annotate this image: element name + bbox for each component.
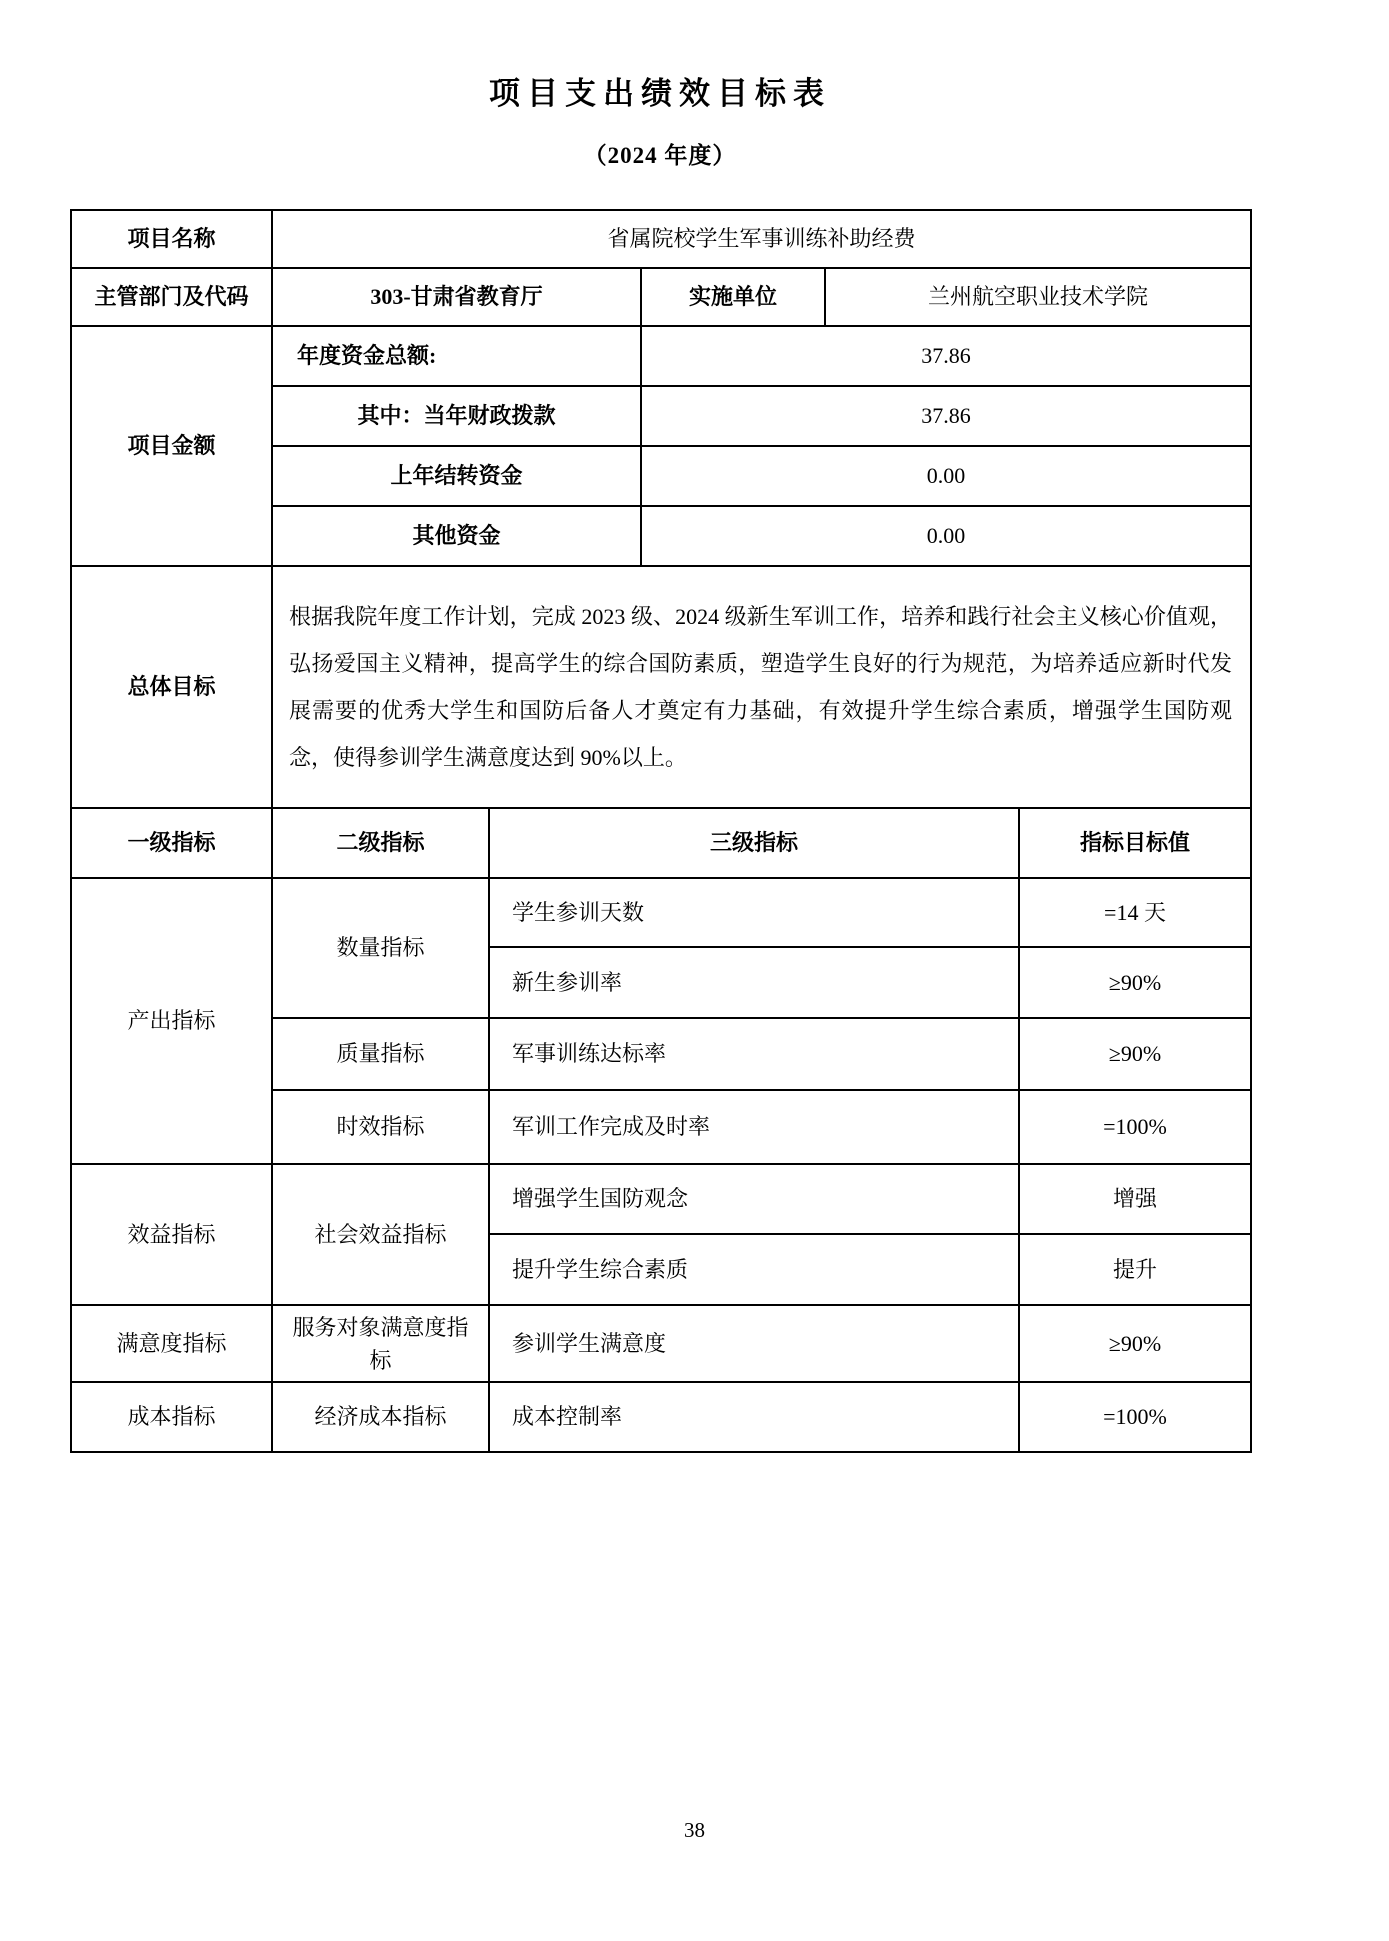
- amount-fiscal-value: 37.86: [641, 386, 1251, 446]
- target-cell: =14 天: [1019, 878, 1251, 947]
- amount-other-value: 0.00: [641, 506, 1251, 566]
- level1-cell-output: 产出指标: [71, 878, 272, 1164]
- implementing-unit-value: 兰州航空职业技术学院: [825, 268, 1251, 326]
- amount-label: 项目金额: [71, 326, 272, 566]
- amount-other-label: 其他资金: [272, 506, 641, 566]
- header-level1: 一级指标: [71, 808, 272, 878]
- page-title: 项目支出绩效目标表: [489, 76, 831, 111]
- target-cell: 增强: [1019, 1164, 1251, 1234]
- indicator-row: [71, 1164, 1251, 1234]
- level2-cell-service-satisfaction: 服务对象满意度指标: [272, 1305, 489, 1382]
- target-cell: =100%: [1019, 1090, 1251, 1164]
- project-name-value: 省属院校学生军事训练补助经费: [272, 210, 1251, 268]
- department-row: [71, 268, 1251, 326]
- indicator-row: [71, 878, 1251, 947]
- target-cell: ≥90%: [1019, 947, 1251, 1018]
- amount-row-total: [71, 326, 1251, 386]
- indicator-name-cell: 提升学生综合素质: [489, 1234, 1019, 1305]
- amount-fiscal-label: 其中：当年财政拨款: [272, 386, 641, 446]
- page-number: 38: [684, 1818, 705, 1842]
- header-level3: 三级指标: [489, 808, 1019, 878]
- overall-goal-row: [71, 566, 1251, 808]
- page-subtitle: （2024 年度）: [583, 143, 737, 168]
- target-cell: ≥90%: [1019, 1018, 1251, 1090]
- project-info-table: [70, 209, 1252, 809]
- implementing-unit-label: 实施单位: [641, 268, 825, 326]
- indicator-name-cell: 参训学生满意度: [489, 1305, 1019, 1382]
- level2-cell-social: 社会效益指标: [272, 1164, 489, 1305]
- level1-cell-cost: 成本指标: [71, 1382, 272, 1452]
- project-name-row: [71, 210, 1251, 268]
- indicator-table: [70, 807, 1252, 1453]
- amount-carryover-value: 0.00: [641, 446, 1251, 506]
- header-level2: 二级指标: [272, 808, 489, 878]
- department-label: 主管部门及代码: [71, 268, 272, 326]
- indicator-name-cell: 增强学生国防观念: [489, 1164, 1019, 1234]
- indicator-name-cell: 军训工作完成及时率: [489, 1090, 1019, 1164]
- level2-cell-quality: 质量指标: [272, 1018, 489, 1090]
- indicator-row: [71, 1382, 1251, 1452]
- document-content: [70, 0, 1250, 1453]
- header-target: 指标目标值: [1019, 808, 1251, 878]
- overall-goal-label: 总体目标: [71, 566, 272, 808]
- target-cell: ≥90%: [1019, 1305, 1251, 1382]
- indicator-row: [71, 1305, 1251, 1382]
- level2-cell-quantity: 数量指标: [272, 878, 489, 1018]
- project-name-label: 项目名称: [71, 210, 272, 268]
- level1-cell-satisfaction: 满意度指标: [71, 1305, 272, 1382]
- indicator-header-row: [71, 808, 1251, 878]
- indicator-name-cell: 学生参训天数: [489, 878, 1019, 947]
- amount-total-label: 年度资金总额:: [272, 326, 641, 386]
- overall-goal-text: 根据我院年度工作计划，完成 2023 级、2024 级新生军训工作，培养和践行社会主义核心价值观，弘扬爱国主义精神，提高学生的综合国防素质，塑造学生良好的行为规范，为培养适应新时代发展需要的优秀大学生和国防后备人才奠定有力基础，有效提升学生综合素质，增强学生国防观念，使得参训学生满意度达到 90%以上。: [272, 566, 1251, 808]
- amount-carryover-label: 上年结转资金: [272, 446, 641, 506]
- indicator-name-cell: 军事训练达标率: [489, 1018, 1019, 1090]
- amount-total-value: 37.86: [641, 326, 1251, 386]
- level1-cell-benefit: 效益指标: [71, 1164, 272, 1305]
- indicator-name-cell: 成本控制率: [489, 1382, 1019, 1452]
- department-value: 303-甘肃省教育厅: [272, 268, 641, 326]
- target-cell: =100%: [1019, 1382, 1251, 1452]
- level2-cell-economic-cost: 经济成本指标: [272, 1382, 489, 1452]
- level2-cell-timeliness: 时效指标: [272, 1090, 489, 1164]
- indicator-name-cell: 新生参训率: [489, 947, 1019, 1018]
- target-cell: 提升: [1019, 1234, 1251, 1305]
